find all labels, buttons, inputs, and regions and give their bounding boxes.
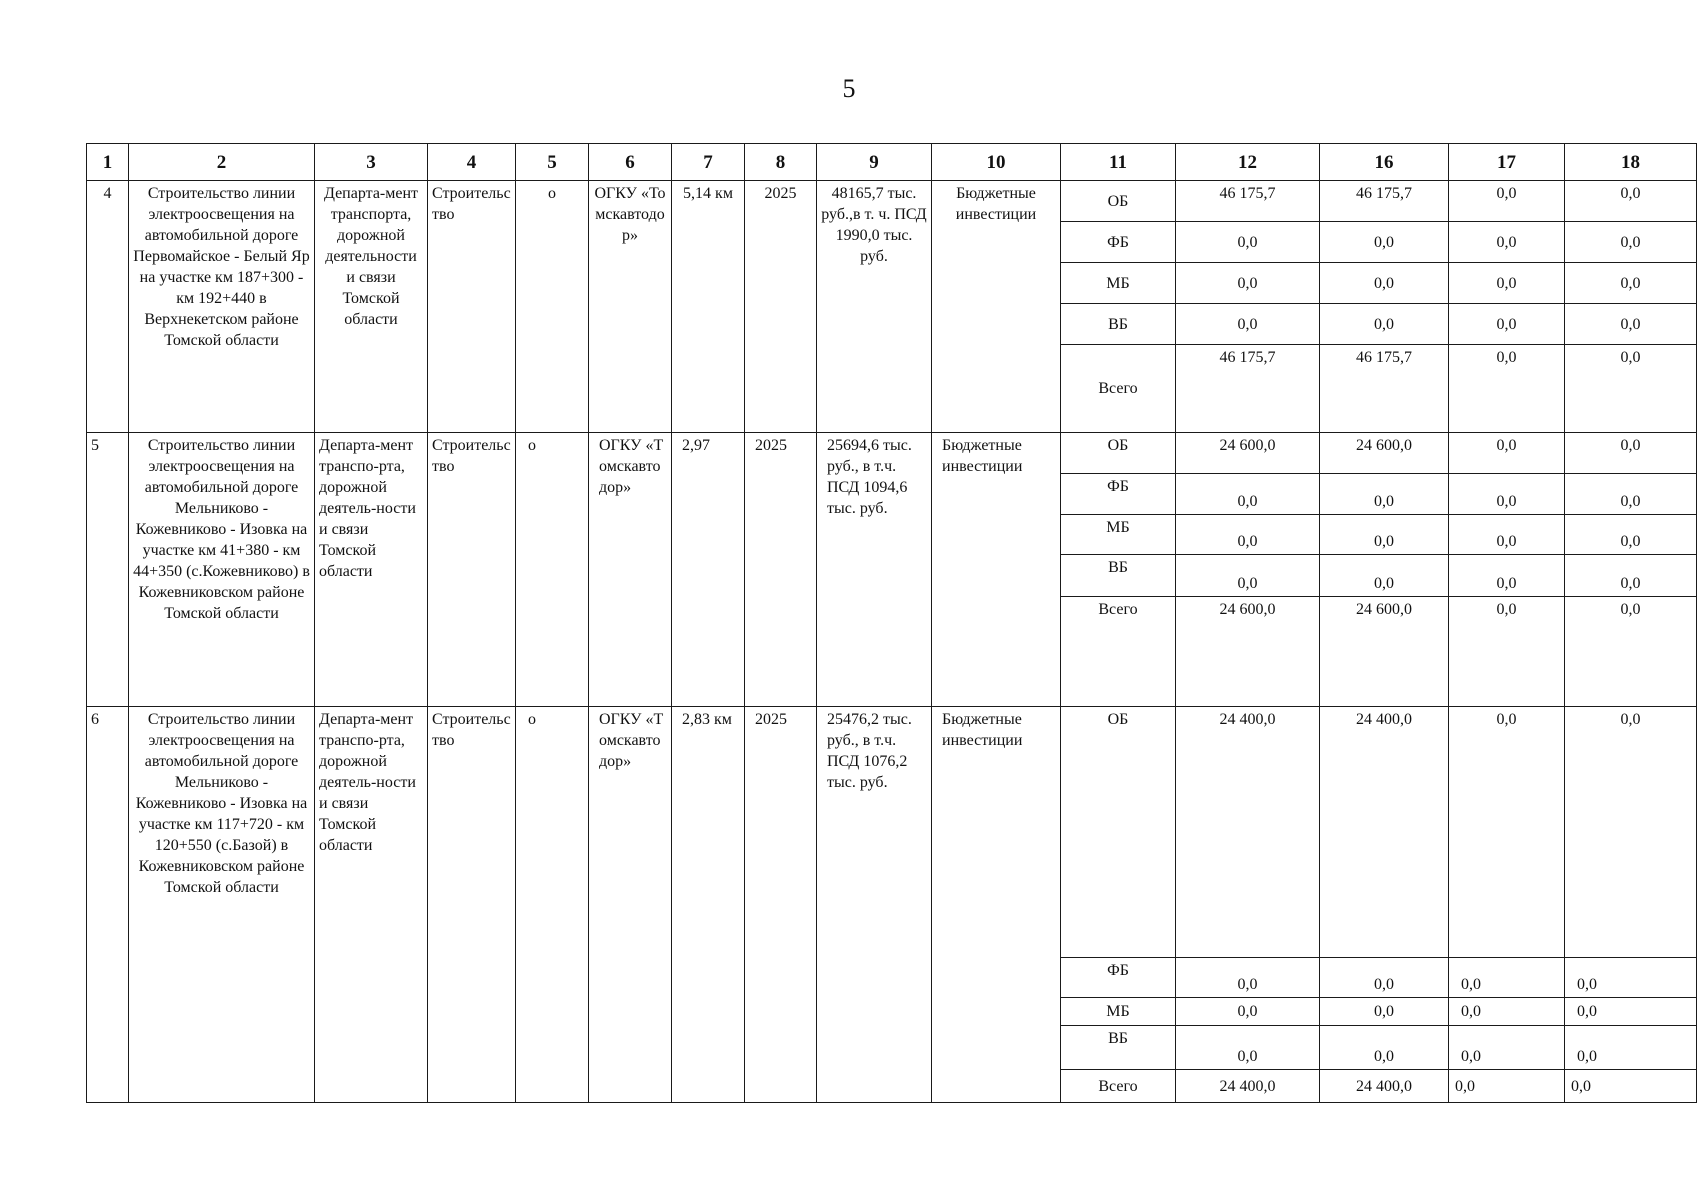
value-col18: 0,0 <box>1565 1026 1697 1070</box>
value-col18: 0,0 <box>1565 433 1697 474</box>
col5-value: о <box>516 181 589 433</box>
funding-source: Всего <box>1061 1070 1176 1103</box>
value-col18: 0,0 <box>1565 1070 1697 1103</box>
value-col17: 0,0 <box>1449 1070 1565 1103</box>
work-type: Строительство <box>428 707 516 1103</box>
value-col12: 0,0 <box>1176 515 1320 555</box>
table-row <box>87 707 1697 958</box>
cost: 25476,2 тыс. руб., в т.ч. ПСД 1076,2 тыс. руб. <box>817 707 932 1103</box>
header-cell: 18 <box>1565 144 1697 181</box>
col5-value: о <box>516 707 589 1103</box>
funding-source: Всего <box>1061 345 1176 433</box>
value-col17: 0,0 <box>1449 433 1565 474</box>
funding-source: ФБ <box>1061 222 1176 263</box>
funding-source: Всего <box>1061 597 1176 707</box>
value-col16: 24 400,0 <box>1320 1070 1449 1103</box>
funding-source: МБ <box>1061 263 1176 304</box>
object-name: Строительство линии электроосвещения на автомобильной дороге Мельниково - Кожевниково - Изовка на участке км 117+720 - км 120+550 (с.Базой) в Кожевниковском районе Томской области <box>129 707 315 1103</box>
value-col18: 0,0 <box>1565 263 1697 304</box>
value-col18: 0,0 <box>1565 707 1697 958</box>
cost: 48165,7 тыс. руб.,в т. ч. ПСД 1990,0 тыс. руб. <box>817 181 932 433</box>
department: Департа-мент транспорта, дорожной деятельности и связи Томской области <box>315 181 428 433</box>
value-col17: 0,0 <box>1449 263 1565 304</box>
value-col18: 0,0 <box>1565 597 1697 707</box>
value-col18: 0,0 <box>1565 474 1697 515</box>
col5-value: о <box>516 433 589 707</box>
work-type: Строительство <box>428 433 516 707</box>
header-cell: 7 <box>672 144 745 181</box>
investment-table <box>86 143 1697 1103</box>
value-col12: 46 175,7 <box>1176 345 1320 433</box>
investment-form: Бюджетные инвестиции <box>932 181 1061 433</box>
row-number: 5 <box>87 433 129 707</box>
value-col12: 24 400,0 <box>1176 1070 1320 1103</box>
value-col12: 0,0 <box>1176 304 1320 345</box>
department: Департа-мент транспо-рта, дорожной деятель-ности и связи Томской области <box>315 433 428 707</box>
value-col16: 0,0 <box>1320 474 1449 515</box>
value-col17: 0,0 <box>1449 597 1565 707</box>
value-col16: 46 175,7 <box>1320 345 1449 433</box>
header-cell: 4 <box>428 144 516 181</box>
funding-source: ВБ <box>1061 304 1176 345</box>
value-col17: 0,0 <box>1449 707 1565 958</box>
value-col12: 0,0 <box>1176 998 1320 1026</box>
value-col16: 0,0 <box>1320 304 1449 345</box>
value-col18: 0,0 <box>1565 555 1697 597</box>
value-col12: 0,0 <box>1176 474 1320 515</box>
year: 2025 <box>745 707 817 1103</box>
capacity: 2,83 км <box>672 707 745 1103</box>
header-cell: 8 <box>745 144 817 181</box>
header-cell: 3 <box>315 144 428 181</box>
department: Департа-мент транспо-рта, дорожной деятель-ности и связи Томской области <box>315 707 428 1103</box>
header-cell: 6 <box>589 144 672 181</box>
funding-source: МБ <box>1061 515 1176 555</box>
value-col17: 0,0 <box>1449 181 1565 222</box>
value-col16: 24 600,0 <box>1320 597 1449 707</box>
value-col12: 0,0 <box>1176 1026 1320 1070</box>
year: 2025 <box>745 433 817 707</box>
header-cell: 1 <box>87 144 129 181</box>
value-col16: 0,0 <box>1320 515 1449 555</box>
value-col18: 0,0 <box>1565 181 1697 222</box>
value-col17: 0,0 <box>1449 555 1565 597</box>
value-col17: 0,0 <box>1449 345 1565 433</box>
value-col16: 0,0 <box>1320 263 1449 304</box>
header-cell: 11 <box>1061 144 1176 181</box>
value-col17: 0,0 <box>1449 515 1565 555</box>
header-cell: 10 <box>932 144 1061 181</box>
value-col17: 0,0 <box>1449 222 1565 263</box>
value-col18: 0,0 <box>1565 998 1697 1026</box>
value-col16: 0,0 <box>1320 555 1449 597</box>
funding-source: ВБ <box>1061 1026 1176 1070</box>
value-col16: 24 400,0 <box>1320 707 1449 958</box>
investment-form: Бюджетные инвестиции <box>932 433 1061 707</box>
header-cell: 9 <box>817 144 932 181</box>
table-row <box>87 181 1697 222</box>
cost: 25694,6 тыс. руб., в т.ч. ПСД 1094,6 тыс. руб. <box>817 433 932 707</box>
funding-source: ОБ <box>1061 181 1176 222</box>
capacity: 2,97 <box>672 433 745 707</box>
value-col12: 0,0 <box>1176 958 1320 998</box>
row-number: 6 <box>87 707 129 1103</box>
value-col16: 24 600,0 <box>1320 433 1449 474</box>
capacity: 5,14 км <box>672 181 745 433</box>
value-col12: 0,0 <box>1176 222 1320 263</box>
funding-source: ОБ <box>1061 707 1176 958</box>
customer: ОГКУ «Томскавтодор» <box>589 433 672 707</box>
value-col16: 0,0 <box>1320 998 1449 1026</box>
value-col18: 0,0 <box>1565 515 1697 555</box>
object-name: Строительство линии электроосвещения на автомобильной дороге Мельниково - Кожевниково - Изовка на участке км 41+380 - км 44+350 (с.Кожевниково) в Кожевниковском районе Томской области <box>129 433 315 707</box>
table-row <box>87 433 1697 474</box>
value-col12: 24 600,0 <box>1176 433 1320 474</box>
work-type: Строительство <box>428 181 516 433</box>
page-number: 5 <box>842 74 856 103</box>
header-cell: 5 <box>516 144 589 181</box>
object-name: Строительство линии электроосвещения на автомобильной дороге Первомайское - Белый Яр на участке км 187+300 - км 192+440 в Верхнекетском районе Томской области <box>129 181 315 433</box>
funding-source: ОБ <box>1061 433 1176 474</box>
value-col16: 46 175,7 <box>1320 181 1449 222</box>
header-cell: 17 <box>1449 144 1565 181</box>
value-col18: 0,0 <box>1565 222 1697 263</box>
value-col16: 0,0 <box>1320 222 1449 263</box>
header-cell: 2 <box>129 144 315 181</box>
investment-form: Бюджетные инвестиции <box>932 707 1061 1103</box>
value-col12: 24 400,0 <box>1176 707 1320 958</box>
value-col17: 0,0 <box>1449 998 1565 1026</box>
value-col18: 0,0 <box>1565 958 1697 998</box>
value-col16: 0,0 <box>1320 1026 1449 1070</box>
year: 2025 <box>745 181 817 433</box>
value-col17: 0,0 <box>1449 958 1565 998</box>
value-col12: 0,0 <box>1176 555 1320 597</box>
funding-source: ВБ <box>1061 555 1176 597</box>
value-col12: 0,0 <box>1176 263 1320 304</box>
funding-source: МБ <box>1061 998 1176 1026</box>
row-number: 4 <box>87 181 129 433</box>
value-col16: 0,0 <box>1320 958 1449 998</box>
value-col18: 0,0 <box>1565 304 1697 345</box>
funding-source: ФБ <box>1061 474 1176 515</box>
customer: ОГКУ «Томскавтодор» <box>589 181 672 433</box>
value-col18: 0,0 <box>1565 345 1697 433</box>
funding-source: ФБ <box>1061 958 1176 998</box>
header-cell: 16 <box>1320 144 1449 181</box>
value-col17: 0,0 <box>1449 474 1565 515</box>
header-cell: 12 <box>1176 144 1320 181</box>
value-col12: 46 175,7 <box>1176 181 1320 222</box>
value-col12: 24 600,0 <box>1176 597 1320 707</box>
value-col17: 0,0 <box>1449 1026 1565 1070</box>
value-col17: 0,0 <box>1449 304 1565 345</box>
header-row <box>87 144 1697 181</box>
customer: ОГКУ «Томскавтодор» <box>589 707 672 1103</box>
